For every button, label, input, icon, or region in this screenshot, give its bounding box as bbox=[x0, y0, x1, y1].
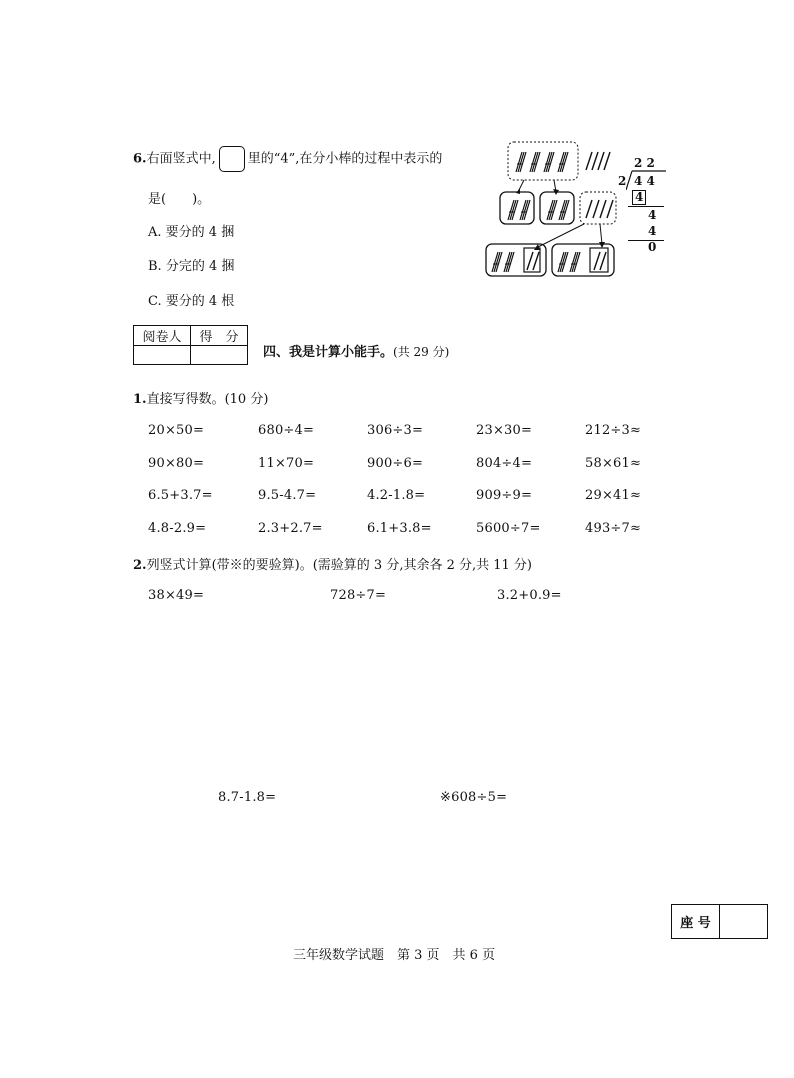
q6-text-pre: 右面竖式中, bbox=[146, 151, 216, 167]
part1-title: 直接写得数。(10 分) bbox=[146, 392, 269, 407]
part1-number: 1. bbox=[133, 392, 147, 407]
reviewer-cell[interactable] bbox=[134, 346, 191, 365]
calc-item: 680÷4= bbox=[258, 423, 315, 438]
calc-item: 9.5-4.7= bbox=[258, 488, 317, 503]
q6-number: 6. bbox=[133, 151, 147, 167]
seat-number-box bbox=[671, 904, 768, 939]
section-4-title: 四、我是计算小能手。 bbox=[263, 345, 394, 360]
answer-box-icon bbox=[219, 146, 245, 172]
vertical-calc-item: 3.2+0.9= bbox=[497, 588, 562, 603]
q6-option-b[interactable]: B. 分完的 4 捆 bbox=[148, 259, 235, 274]
division-divisor: 2 bbox=[618, 174, 627, 188]
section-4-points: (共 29 分) bbox=[393, 345, 450, 359]
calc-item: 29×41≈ bbox=[585, 488, 642, 503]
vertical-calc-item: 38×49= bbox=[148, 588, 205, 603]
q6-option-c[interactable]: C. 要分的 4 根 bbox=[148, 294, 235, 309]
division-dividend: 4 4 bbox=[634, 174, 655, 188]
long-division bbox=[612, 156, 672, 256]
calc-item: 58×61≈ bbox=[585, 456, 642, 471]
section-4-heading bbox=[263, 341, 449, 360]
score-table bbox=[133, 325, 248, 365]
calc-item: 20×50= bbox=[148, 423, 205, 438]
calc-item: 2.3+2.7= bbox=[258, 521, 323, 536]
calc-item: 212÷3≈ bbox=[585, 423, 642, 438]
division-remainder: 0 bbox=[648, 240, 657, 254]
calc-item: 11×70= bbox=[258, 456, 315, 471]
page-footer: 三年级数学试题 第 3 页 共 6 页 bbox=[293, 948, 496, 963]
top-dotted-box bbox=[508, 142, 578, 180]
q6-line2: 是( )。 bbox=[148, 192, 211, 207]
division-line-2 bbox=[628, 240, 664, 241]
division-row4: 4 bbox=[648, 224, 657, 238]
part2-heading bbox=[133, 554, 532, 573]
middle-box-2 bbox=[540, 192, 574, 224]
calc-item: 5600÷7= bbox=[476, 521, 541, 536]
part2-number: 2. bbox=[133, 558, 147, 573]
q6-line1 bbox=[133, 146, 442, 172]
middle-box-1 bbox=[500, 192, 534, 224]
reviewer-label: 阅卷人 bbox=[134, 326, 191, 346]
calc-item: 23×30= bbox=[476, 423, 533, 438]
calc-item: 4.2-1.8= bbox=[367, 488, 426, 503]
calc-item: 6.5+3.7= bbox=[148, 488, 213, 503]
calc-item: 493÷7≈ bbox=[585, 521, 642, 536]
vertical-calc-item: 728÷7= bbox=[330, 588, 387, 603]
vertical-calc-item: 8.7-1.8= bbox=[218, 790, 277, 805]
score-label: 得 分 bbox=[191, 326, 248, 346]
vertical-calc-item: ※608÷5= bbox=[440, 790, 508, 805]
part1-heading bbox=[133, 388, 268, 407]
division-row3: 4 bbox=[648, 208, 657, 222]
stick-bundles-diagram bbox=[484, 140, 627, 280]
calc-item: 804÷4= bbox=[476, 456, 533, 471]
q6-text-post: 里的“4”,在分小棒的过程中表示的 bbox=[247, 151, 443, 167]
division-boxed-digit: 4 bbox=[632, 190, 646, 205]
calc-item: 900÷6= bbox=[367, 456, 424, 471]
q6-option-a[interactable]: A. 要分的 4 捆 bbox=[148, 225, 235, 240]
score-cell[interactable] bbox=[191, 346, 248, 365]
part2-title: 列竖式计算(带※的要验算)。(需验算的 3 分,其余各 2 分,共 11 分) bbox=[146, 558, 533, 573]
division-quotient: 2 2 bbox=[634, 156, 655, 170]
calc-item: 4.8-2.9= bbox=[148, 521, 207, 536]
calc-item: 90×80= bbox=[148, 456, 205, 471]
calc-item: 909÷9= bbox=[476, 488, 533, 503]
calc-item: 6.1+3.8= bbox=[367, 521, 432, 536]
seat-number-field[interactable] bbox=[720, 905, 768, 939]
calc-item: 306÷3= bbox=[367, 423, 424, 438]
division-line-1 bbox=[628, 206, 664, 207]
seat-label: 座 号 bbox=[672, 905, 720, 939]
